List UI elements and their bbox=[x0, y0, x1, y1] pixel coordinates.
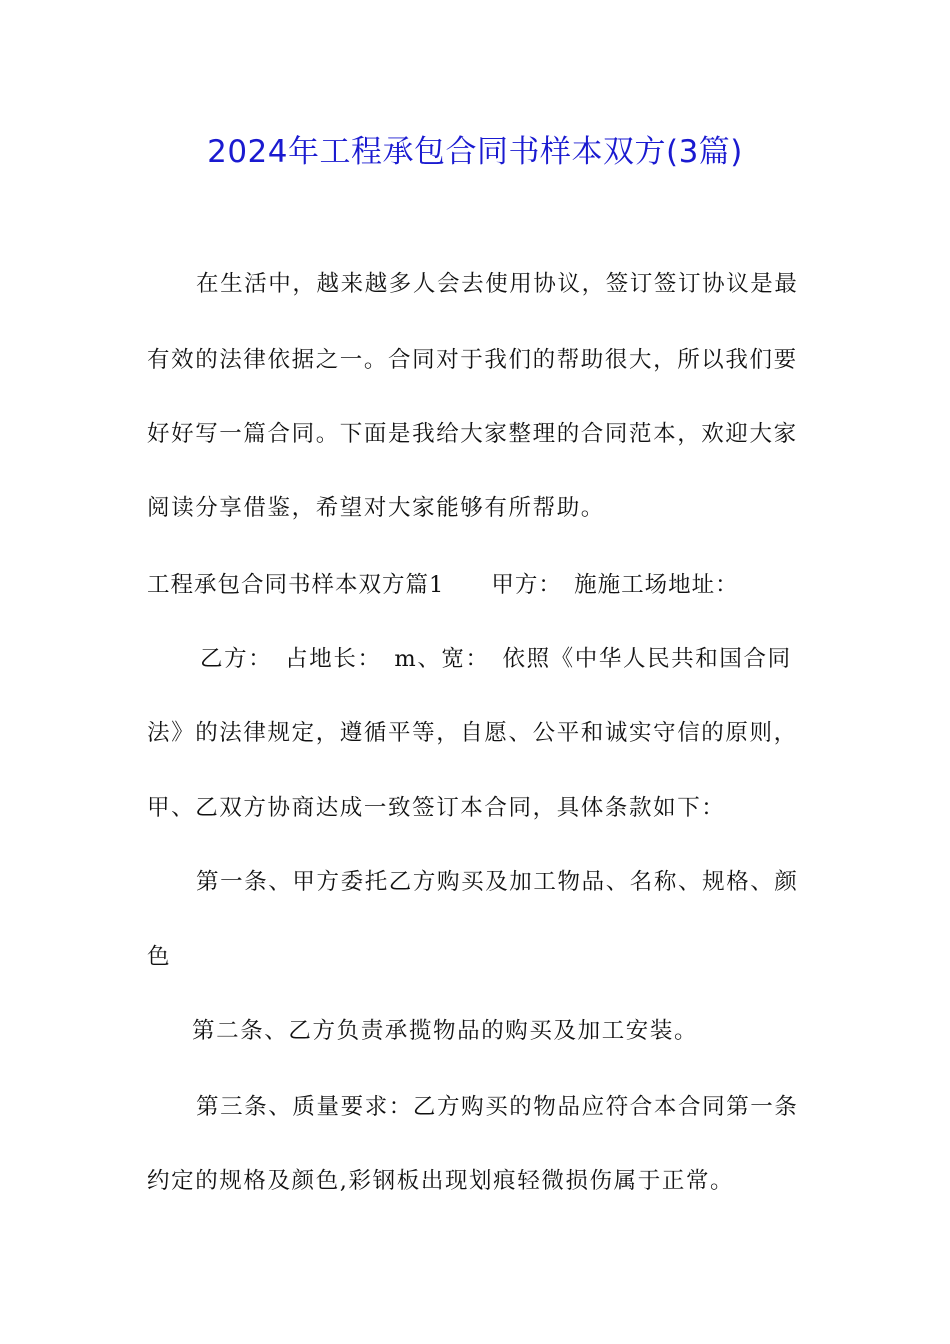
paragraph-line: 第二条、乙方负责承揽物品的购买及加工安装。 bbox=[192, 1018, 699, 1044]
paragraph-line: 色 bbox=[147, 944, 172, 970]
document-title: 2024年工程承包合同书样本双方(3篇) bbox=[207, 134, 743, 170]
paragraph-line: 阅读分享借鉴，希望对大家能够有所帮助。 bbox=[147, 495, 605, 521]
paragraph-line: 在生活中，越来越多人会去使用协议，签订签订协议是最 bbox=[196, 271, 799, 297]
paragraph-line: 工程承包合同书样本双方篇1 甲方： 施施工场地址： bbox=[147, 572, 739, 598]
paragraph-line: 乙方： 占地长： m、宽： 依照《中华人民共和国合同 bbox=[200, 646, 792, 672]
paragraph-line: 甲、乙双方协商达成一致签订本合同，具体条款如下： bbox=[147, 795, 726, 821]
paragraph-line: 法》的法律规定，遵循平等，自愿、公平和诚实守信的原则， bbox=[147, 720, 798, 746]
paragraph-line: 第一条、甲方委托乙方购买及加工物品、名称、规格、颜 bbox=[196, 869, 799, 895]
paragraph-line: 约定的规格及颜色,彩钢板出现划痕轻微损伤属于正常。 bbox=[147, 1168, 735, 1194]
paragraph-line: 第三条、质量要求：乙方购买的物品应符合本合同第一条 bbox=[196, 1094, 799, 1120]
paragraph-line: 有效的法律依据之一。合同对于我们的帮助很大，所以我们要 bbox=[147, 347, 798, 373]
paragraph-line: 好好写一篇合同。下面是我给大家整理的合同范本，欢迎大家 bbox=[147, 421, 798, 447]
